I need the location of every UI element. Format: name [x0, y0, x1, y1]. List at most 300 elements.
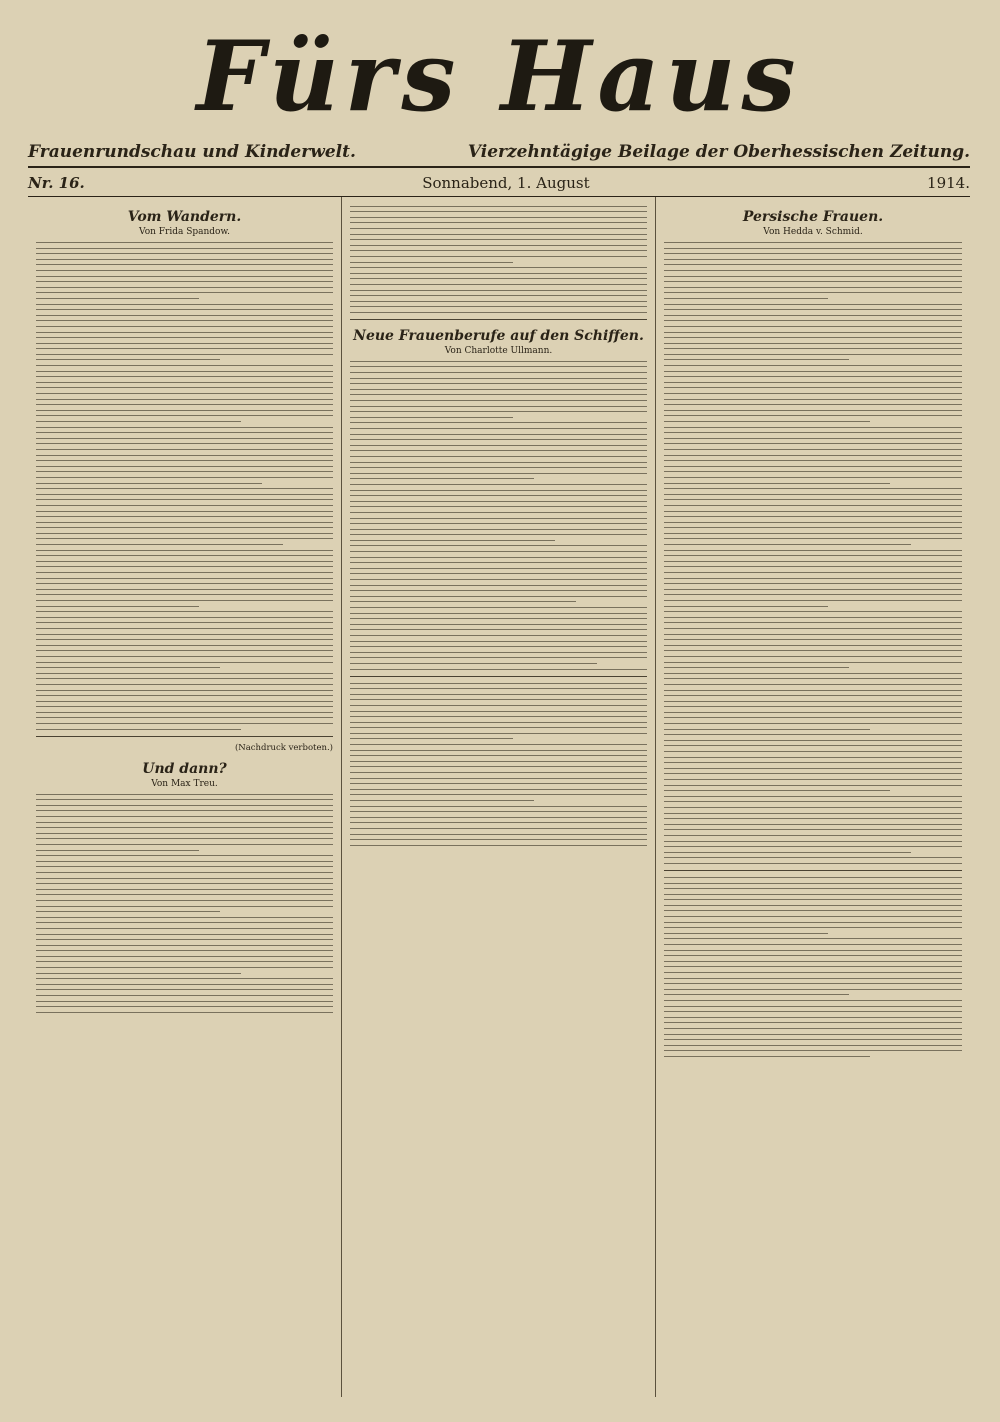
text-line	[350, 267, 647, 268]
text-line	[350, 722, 647, 723]
text-line	[36, 594, 333, 595]
text-line	[36, 900, 333, 901]
text-line	[664, 460, 962, 461]
issue-number: Nr. 16.	[28, 174, 85, 192]
text-line	[36, 522, 333, 523]
text-line	[350, 394, 647, 395]
text-line	[664, 883, 962, 884]
text-line	[36, 276, 333, 277]
text-line	[350, 417, 513, 418]
text-line	[350, 273, 647, 274]
text-line	[350, 716, 647, 717]
text-line	[350, 590, 647, 591]
text-line	[664, 757, 962, 758]
text-line	[36, 939, 333, 940]
text-line	[664, 961, 962, 962]
text-line	[664, 983, 962, 984]
text-line	[36, 555, 333, 556]
text-line	[36, 393, 333, 394]
text-line	[664, 455, 962, 456]
text-line	[350, 518, 647, 519]
text-line	[664, 606, 828, 607]
text-line	[350, 523, 647, 524]
text-line	[664, 589, 962, 590]
text-line	[36, 298, 199, 299]
text-line	[36, 684, 333, 685]
text-line	[664, 449, 962, 450]
text-line	[36, 248, 333, 249]
text-line	[664, 466, 962, 467]
text-line	[36, 622, 333, 623]
text-line	[664, 432, 962, 433]
text-line	[36, 449, 333, 450]
text-line	[664, 348, 962, 349]
text-line	[350, 534, 647, 535]
text-line	[664, 600, 962, 601]
column-2	[342, 197, 656, 1397]
text-line	[36, 337, 333, 338]
text-line	[350, 206, 647, 207]
text-line	[36, 309, 333, 310]
text-line	[664, 566, 962, 567]
text-line	[664, 989, 962, 990]
text-line	[350, 312, 647, 313]
text-line	[664, 639, 962, 640]
text-line	[350, 234, 647, 235]
text-line	[36, 617, 333, 618]
text-line	[664, 522, 962, 523]
text-line	[36, 822, 333, 823]
text-line	[664, 365, 962, 366]
text-line	[36, 717, 333, 718]
text-line	[664, 359, 849, 360]
text-line	[664, 910, 962, 911]
text-line	[350, 828, 647, 829]
text-line	[350, 490, 647, 491]
text-line	[350, 699, 647, 700]
text-line	[664, 393, 962, 394]
text-line	[350, 250, 647, 251]
text-line	[664, 410, 962, 411]
text-line	[350, 794, 647, 795]
text-line	[36, 550, 333, 551]
text-line	[36, 561, 333, 562]
text-line	[664, 399, 962, 400]
text-line	[36, 572, 333, 573]
text-line	[350, 596, 647, 597]
text-line	[664, 248, 962, 249]
text-line	[36, 404, 333, 405]
text-line	[350, 635, 647, 636]
text-line	[36, 264, 333, 265]
text-line	[36, 950, 333, 951]
text-line	[664, 320, 962, 321]
text-line	[350, 400, 647, 401]
text-line	[664, 1006, 962, 1007]
text-line	[664, 533, 962, 534]
text-line	[664, 905, 962, 906]
text-line	[664, 779, 962, 780]
text-line	[664, 734, 962, 735]
text-line	[350, 366, 647, 367]
text-line	[664, 955, 962, 956]
text-line	[664, 916, 962, 917]
text-line	[350, 694, 647, 695]
text-line	[664, 622, 962, 623]
text-line	[350, 450, 647, 451]
text-line	[664, 966, 962, 967]
text-line	[664, 768, 962, 769]
text-line	[664, 790, 890, 791]
text-line	[664, 427, 962, 428]
text-line	[664, 751, 962, 752]
text-line	[36, 253, 333, 254]
text-line	[664, 371, 962, 372]
text-line	[36, 799, 333, 800]
text-line	[664, 1056, 870, 1057]
text-line	[664, 1022, 962, 1023]
text-line	[664, 662, 962, 663]
text-line	[664, 723, 962, 724]
text-line	[36, 315, 333, 316]
text-line	[350, 228, 647, 229]
text-line	[350, 383, 647, 384]
text-line	[350, 817, 647, 818]
text-line	[350, 705, 647, 706]
article-body	[350, 361, 647, 670]
text-line	[350, 618, 647, 619]
text-line	[36, 1006, 333, 1007]
text-line	[664, 894, 962, 895]
text-line	[36, 499, 333, 500]
article-body	[36, 242, 333, 730]
text-line	[664, 292, 962, 293]
text-line	[36, 354, 333, 355]
text-line	[664, 544, 911, 545]
text-line	[664, 387, 962, 388]
text-line	[36, 611, 333, 612]
text-line	[350, 445, 647, 446]
text-line	[664, 483, 890, 484]
text-line	[664, 645, 962, 646]
text-line	[664, 877, 962, 878]
text-line	[664, 706, 962, 707]
text-line	[664, 1045, 962, 1046]
text-line	[664, 835, 962, 836]
text-line	[350, 727, 647, 728]
text-line	[36, 889, 333, 890]
text-line	[664, 785, 962, 786]
text-line	[350, 834, 647, 835]
text-line	[350, 557, 647, 558]
text-line	[36, 690, 333, 691]
text-line	[350, 411, 647, 412]
article-body	[36, 794, 333, 1013]
text-line	[664, 634, 962, 635]
text-line	[36, 872, 333, 873]
text-line	[36, 270, 333, 271]
text-line	[350, 663, 597, 664]
text-line	[36, 978, 333, 979]
text-line	[350, 573, 647, 574]
text-line	[350, 711, 647, 712]
text-line	[350, 772, 647, 773]
text-line	[664, 801, 962, 802]
text-line	[350, 585, 647, 586]
text-line	[664, 382, 962, 383]
text-line	[664, 745, 962, 746]
text-line	[664, 824, 962, 825]
text-line	[350, 506, 647, 507]
article-body	[664, 242, 962, 864]
text-line	[36, 365, 333, 366]
text-line	[350, 800, 534, 801]
text-line	[36, 695, 333, 696]
text-line	[36, 371, 333, 372]
text-line	[664, 242, 962, 243]
text-line	[350, 683, 647, 684]
text-line	[350, 256, 647, 257]
text-line	[36, 287, 333, 288]
article-separator	[350, 319, 647, 320]
text-line	[664, 561, 962, 562]
text-line	[36, 421, 241, 422]
text-line	[350, 378, 647, 379]
text-line	[350, 839, 647, 840]
text-line	[664, 695, 962, 696]
text-line	[664, 555, 962, 556]
text-line	[36, 399, 333, 400]
text-line	[36, 667, 220, 668]
text-line	[36, 973, 241, 974]
text-line	[664, 276, 962, 277]
text-line	[36, 583, 333, 584]
text-line	[36, 427, 333, 428]
text-line	[36, 816, 333, 817]
text-line	[664, 933, 828, 934]
text-line	[350, 738, 513, 739]
text-line	[350, 613, 647, 614]
article-title: Und dann?	[142, 760, 227, 777]
text-line	[350, 545, 647, 546]
text-line	[36, 934, 333, 935]
text-line	[664, 684, 962, 685]
text-line	[36, 673, 333, 674]
text-line	[664, 888, 962, 889]
text-line	[350, 529, 647, 530]
text-line	[664, 376, 962, 377]
text-line	[664, 740, 962, 741]
text-line	[664, 807, 962, 808]
text-line	[664, 1011, 962, 1012]
text-line	[664, 927, 962, 928]
text-line	[36, 438, 333, 439]
text-line	[36, 861, 333, 862]
text-line	[36, 678, 333, 679]
text-line	[36, 650, 333, 651]
text-line	[664, 499, 962, 500]
text-line	[664, 471, 962, 472]
text-line	[36, 723, 333, 724]
text-line	[664, 550, 962, 551]
text-line	[350, 473, 647, 474]
text-line	[36, 850, 199, 851]
text-line	[350, 657, 647, 658]
text-line	[350, 562, 647, 563]
text-line	[664, 852, 911, 853]
text-line	[664, 494, 962, 495]
subtitle-right: Vierzehntägige Beilage der Oberhessischen Zeitung.	[467, 142, 970, 162]
text-line	[350, 284, 647, 285]
text-line	[664, 488, 962, 489]
text-line	[350, 428, 647, 429]
text-line	[36, 382, 333, 383]
text-line	[350, 641, 647, 642]
text-line	[664, 270, 962, 271]
text-line	[350, 601, 576, 602]
text-line	[350, 778, 647, 779]
text-line	[36, 878, 333, 879]
text-line	[664, 1000, 962, 1001]
text-line	[664, 656, 962, 657]
issue-date: Sonnabend, 1. August	[422, 174, 590, 192]
article-byline: Von Charlotte Ullmann.	[444, 345, 553, 356]
text-line	[664, 1034, 962, 1035]
reprint-note: (Nachdruck verboten.)	[234, 742, 333, 753]
text-line	[350, 222, 647, 223]
text-line	[36, 827, 333, 828]
text-line	[664, 628, 962, 629]
text-line	[350, 239, 647, 240]
text-line	[664, 253, 962, 254]
text-line	[36, 956, 333, 957]
text-line	[664, 337, 962, 338]
text-line	[350, 733, 647, 734]
text-line	[664, 443, 962, 444]
text-line	[36, 894, 333, 895]
masthead	[28, 18, 970, 136]
text-line	[350, 579, 647, 580]
text-line	[664, 264, 962, 265]
text-line	[664, 972, 962, 973]
text-line	[664, 938, 962, 939]
text-line	[36, 1001, 333, 1002]
text-line	[36, 304, 333, 305]
text-line	[350, 750, 647, 751]
text-line	[664, 922, 962, 923]
text-line	[36, 639, 333, 640]
text-line	[350, 439, 647, 440]
text-line	[350, 669, 647, 670]
text-line	[664, 527, 962, 528]
text-line	[664, 1028, 962, 1029]
text-line	[664, 332, 962, 333]
text-line	[350, 624, 647, 625]
text-line	[350, 217, 647, 218]
text-line	[664, 304, 962, 305]
text-line	[664, 846, 962, 847]
text-line	[350, 755, 647, 756]
text-line	[36, 883, 333, 884]
text-line	[664, 773, 962, 774]
text-line	[664, 1039, 962, 1040]
text-line	[36, 343, 333, 344]
text-line	[36, 984, 333, 985]
text-line	[36, 348, 333, 349]
text-line	[664, 354, 962, 355]
text-line	[36, 471, 333, 472]
text-line	[36, 922, 333, 923]
text-line	[36, 494, 333, 495]
text-line	[36, 917, 333, 918]
text-line	[36, 376, 333, 377]
text-line	[350, 629, 647, 630]
text-line	[36, 805, 333, 806]
text-line	[350, 761, 647, 762]
text-line	[350, 372, 647, 373]
text-line	[350, 467, 647, 468]
text-line	[36, 866, 333, 867]
text-line	[664, 477, 962, 478]
text-line	[350, 290, 647, 291]
article-body	[350, 206, 647, 313]
text-line	[664, 762, 962, 763]
text-line	[36, 516, 333, 517]
masthead-title: Fürs Haus	[196, 20, 802, 133]
columns	[28, 197, 970, 1397]
text-line	[36, 505, 333, 506]
text-line	[664, 678, 962, 679]
text-line	[36, 511, 333, 512]
text-line	[36, 838, 333, 839]
text-line	[664, 326, 962, 327]
text-line	[36, 961, 333, 962]
text-line	[36, 466, 333, 467]
text-line	[350, 766, 647, 767]
text-line	[350, 512, 647, 513]
text-line	[36, 566, 333, 567]
text-line	[36, 712, 333, 713]
text-line	[664, 796, 962, 797]
text-line	[664, 818, 962, 819]
text-line	[36, 662, 333, 663]
text-line	[350, 434, 647, 435]
article-separator	[664, 870, 962, 871]
text-line	[350, 568, 647, 569]
text-line	[36, 320, 333, 321]
text-line	[350, 822, 647, 823]
article-body	[350, 683, 647, 846]
text-line	[36, 359, 220, 360]
article-byline: Von Max Treu.	[151, 778, 218, 789]
text-line	[36, 906, 333, 907]
text-line	[350, 278, 647, 279]
text-line	[350, 211, 647, 212]
text-line	[350, 501, 647, 502]
text-line	[664, 421, 870, 422]
text-line	[664, 729, 870, 730]
text-line	[36, 945, 333, 946]
text-line	[664, 594, 962, 595]
text-line	[36, 706, 333, 707]
text-line	[350, 845, 647, 846]
text-line	[664, 841, 962, 842]
text-line	[36, 410, 333, 411]
text-line	[664, 667, 849, 668]
text-line	[664, 1017, 962, 1018]
text-line	[350, 306, 647, 307]
text-line	[36, 578, 333, 579]
